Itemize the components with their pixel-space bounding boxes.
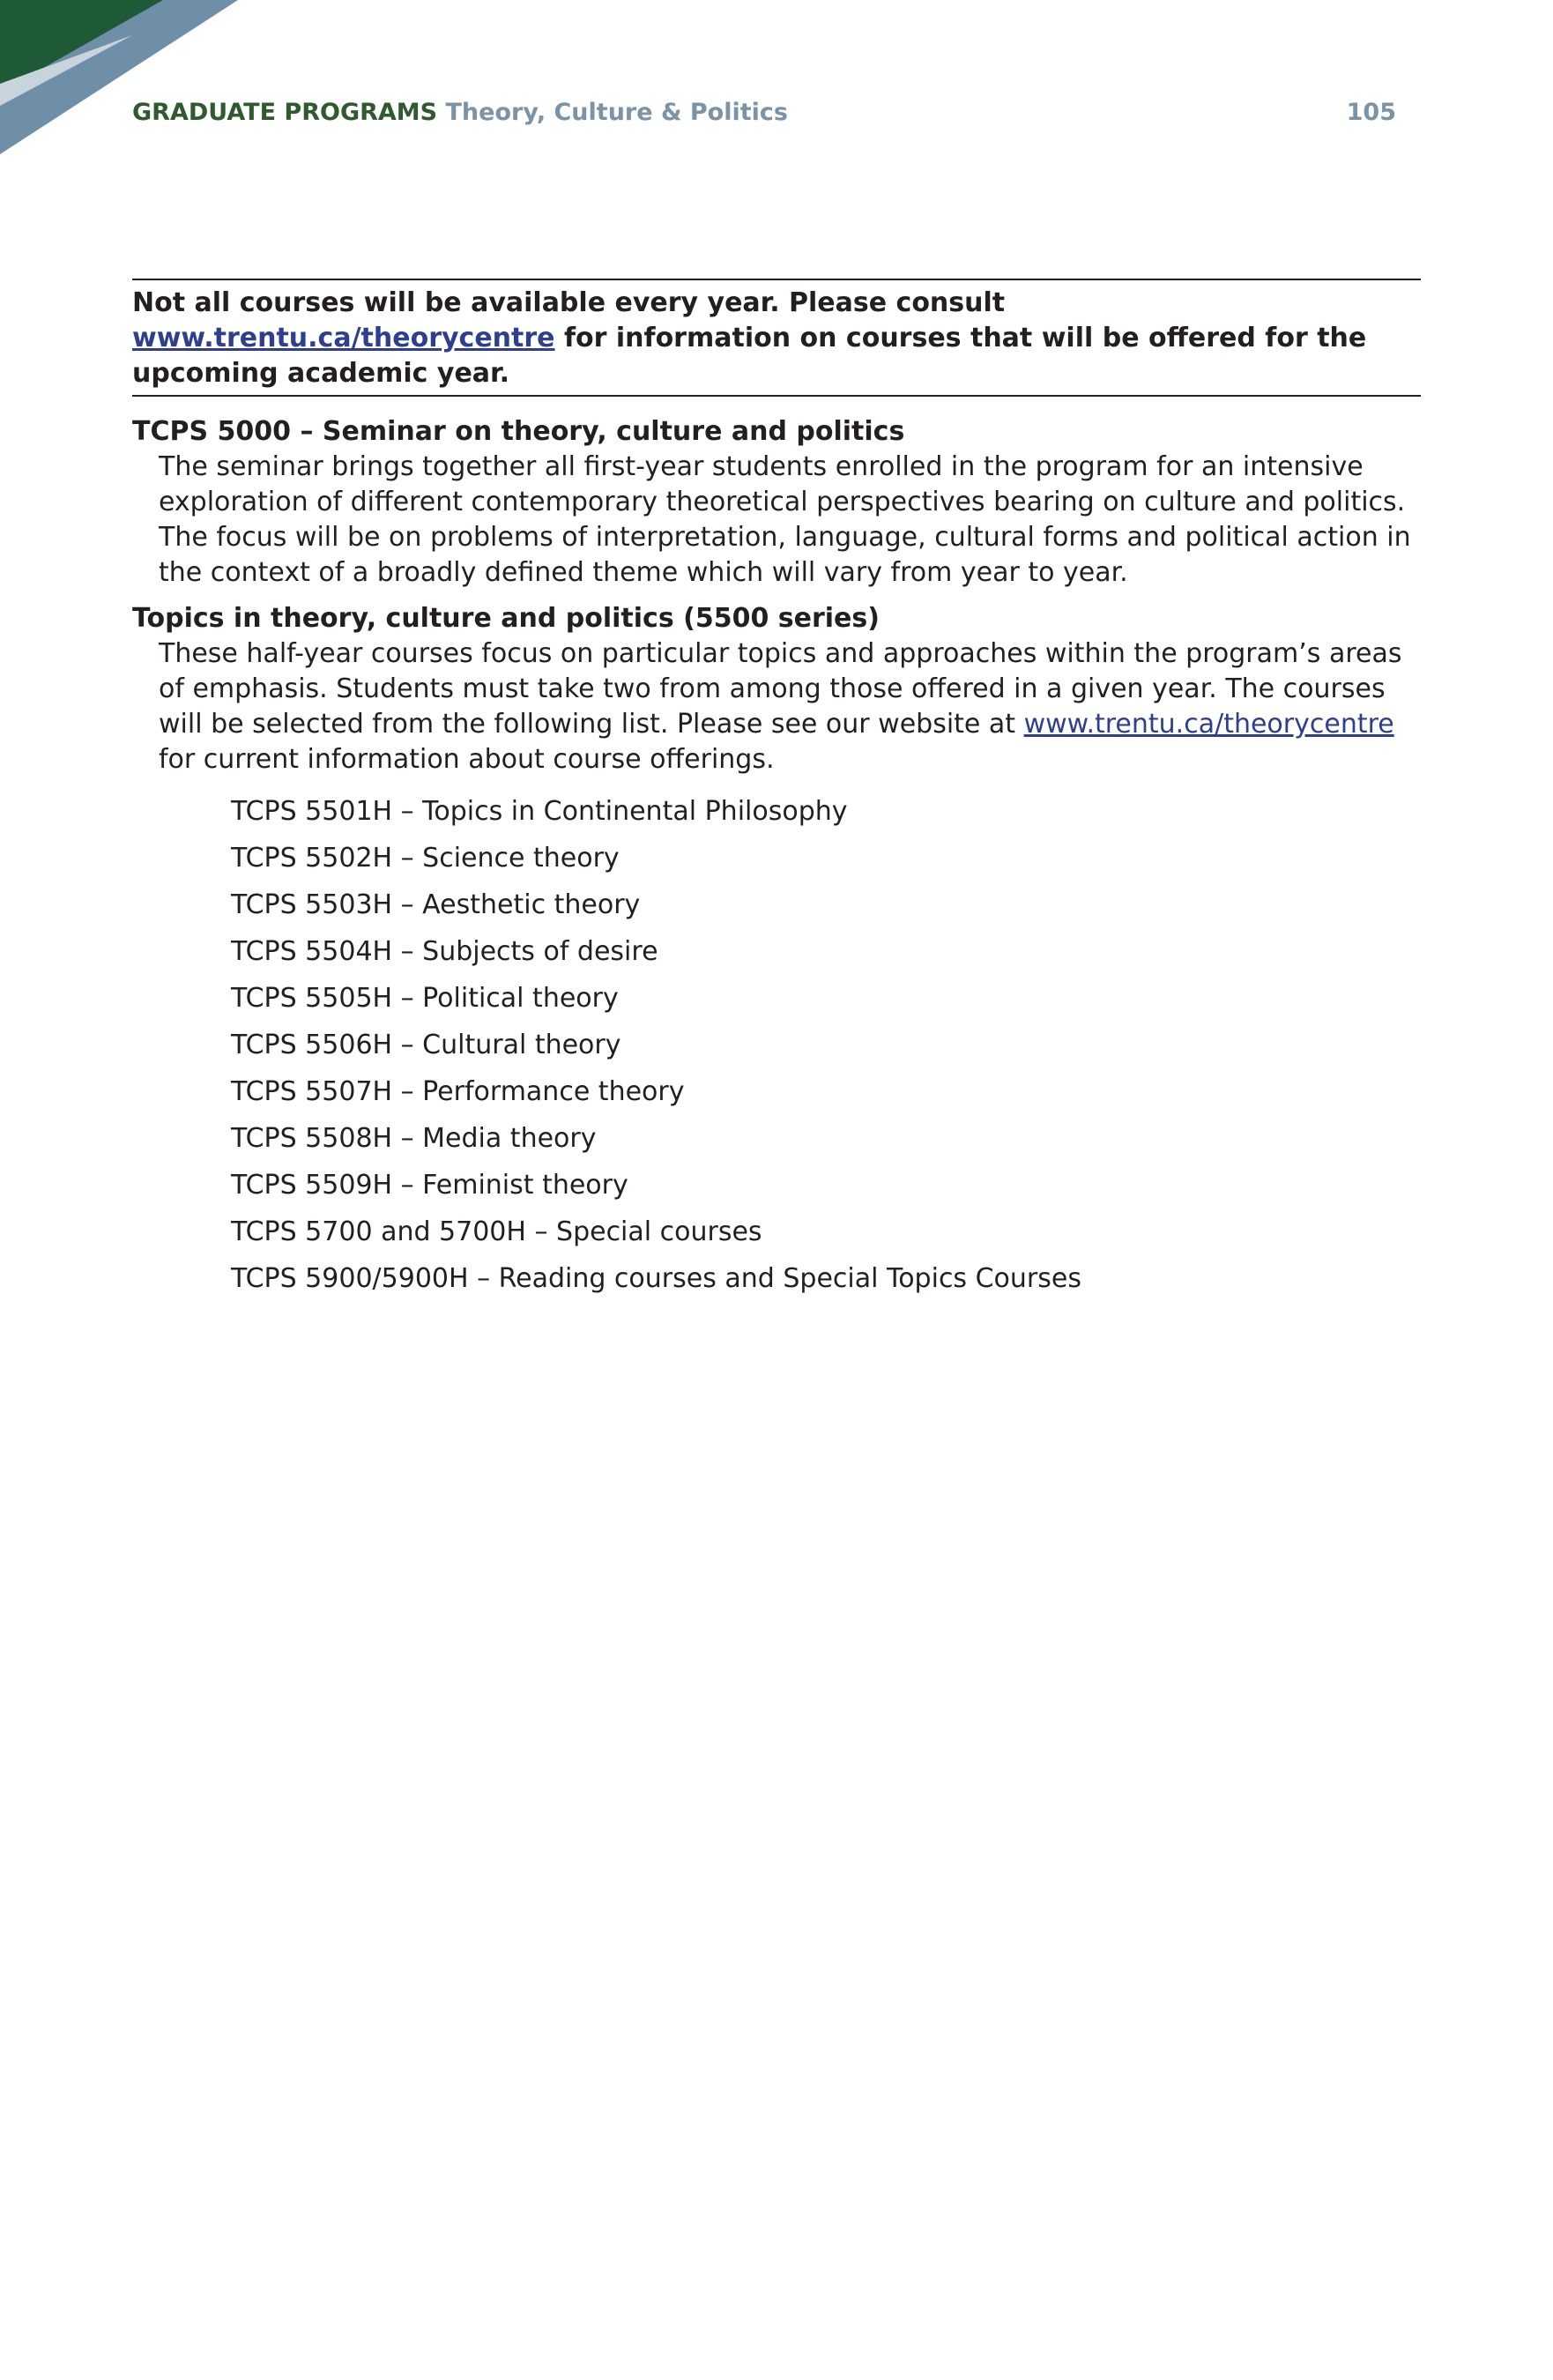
theorycentre-link[interactable]: www.trentu.ca/theorycentre (132, 323, 555, 353)
page-number: 105 (1346, 99, 1396, 126)
course-item: TCPS 5506H – Cultural theory (231, 1030, 621, 1060)
notice-text-after: for information on courses that will be offered for the upcoming academic year. (132, 323, 1367, 389)
course-item: TCPS 5504H – Subjects of desire (231, 936, 658, 967)
topics-heading: Topics in theory, culture and politics (5500 series) (132, 603, 880, 634)
course-item: TCPS 5507H – Performance theory (231, 1076, 685, 1107)
topics-text-before: These half-year courses focus on particular topics and approaches within the program’s areas of emphasis. Students must take two from among those offered in a given year. The courses will be selected from the following list. Please see our website at (159, 638, 1402, 740)
course-item: TCPS 5508H – Media theory (231, 1123, 597, 1154)
course-list (132, 788, 1419, 1302)
corner-decoration (0, 0, 264, 159)
course-item: TCPS 5700 and 5700H – Special courses (231, 1216, 762, 1247)
header-section-label: Theory, Culture & Politics (445, 99, 788, 126)
course-item: TCPS 5505H – Political theory (231, 983, 619, 1014)
seminar-description: The seminar brings together all first-year students enrolled in the program for an intensive exploration of different contemporary theoretical perspectives bearing on culture and politics. The focus will be on problems of interpretation, language, cultural forms and political action in the context of a broadly defined theme which will vary from year to year. (159, 451, 1411, 588)
course-item: TCPS 5501H – Topics in Continental Philosophy (231, 796, 848, 827)
course-content (132, 414, 1419, 1302)
notice-text-before: Not all courses will be available every year. Please consult (132, 287, 1006, 318)
topics-description (159, 636, 1419, 777)
seminar-heading: TCPS 5000 – Seminar on theory, culture and politics (132, 416, 905, 447)
course-item: TCPS 5900/5900H – Reading courses and Special Topics Courses (231, 1263, 1081, 1294)
course-item: TCPS 5503H – Aesthetic theory (231, 889, 641, 920)
availability-notice (132, 279, 1421, 397)
topics-text-after: for current information about course offerings. (159, 744, 775, 775)
topics-theorycentre-link[interactable]: www.trentu.ca/theorycentre (1023, 709, 1394, 740)
course-item: TCPS 5509H – Feminist theory (231, 1170, 628, 1201)
course-item: TCPS 5502H – Science theory (231, 843, 620, 874)
running-header (132, 99, 1396, 134)
header-program-label: GRADUATE PROGRAMS (132, 99, 438, 126)
